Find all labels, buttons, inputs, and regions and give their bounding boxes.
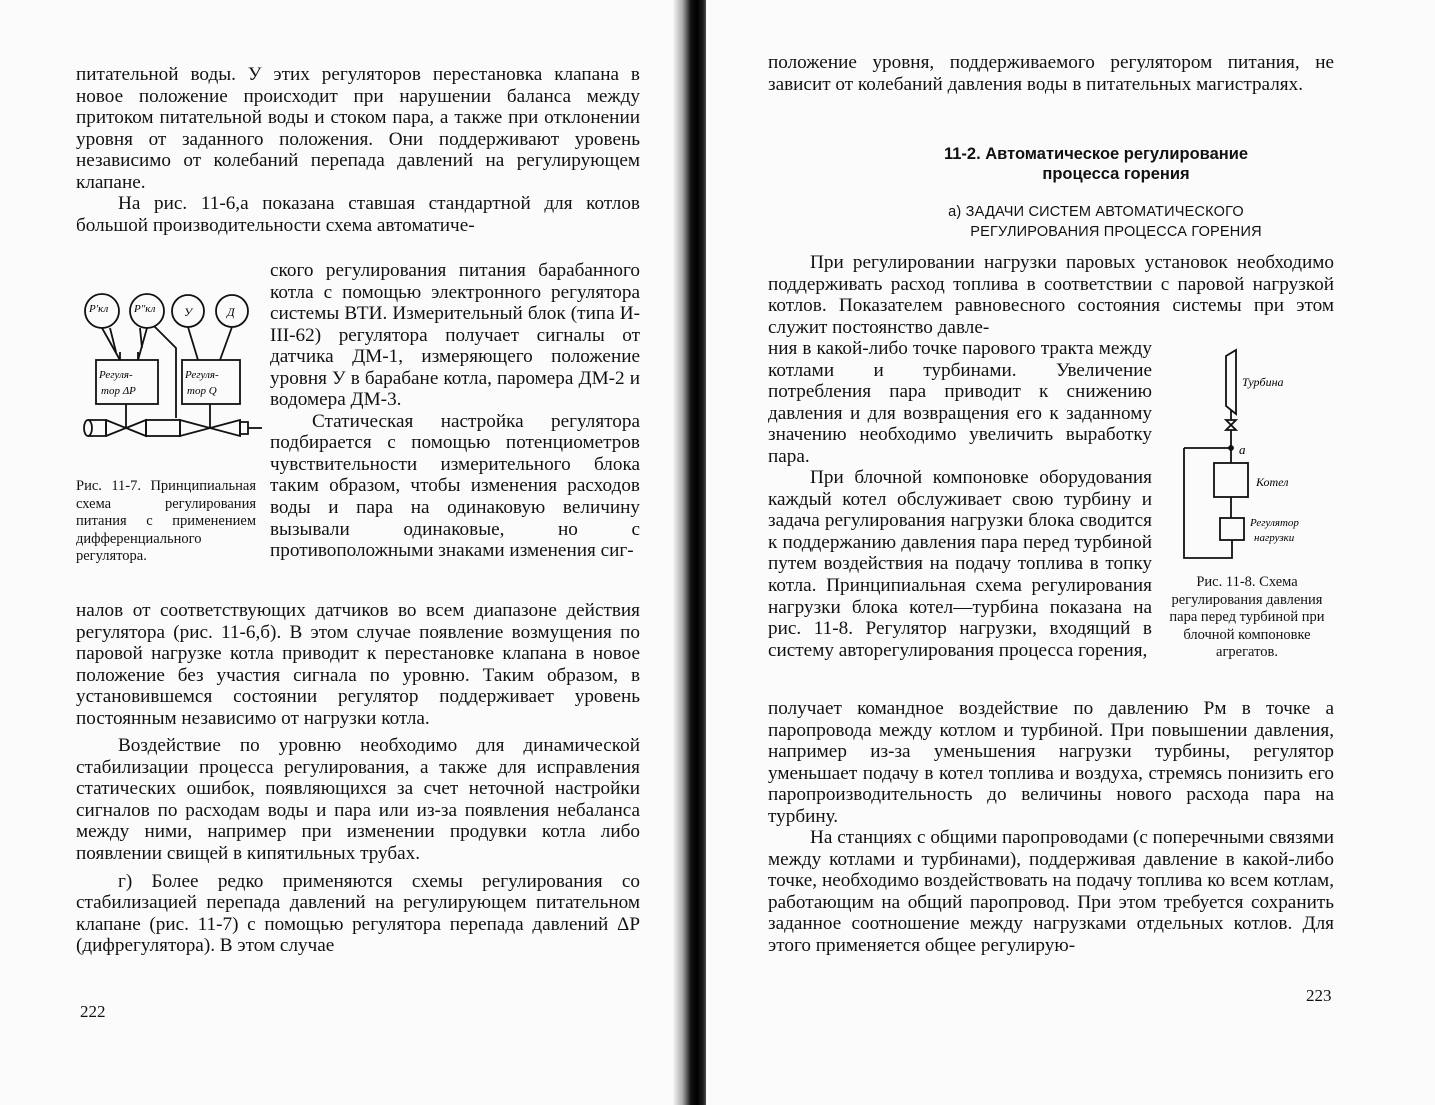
- regulator-dp-label-2: тор ΔP: [101, 385, 136, 397]
- left-text-block-2: [76, 600, 640, 957]
- turbine-label: Турбина: [1242, 375, 1284, 389]
- right-wrap-paragraph-2: При блочной компоновке оборудования каждый котел обслуживает свою турбину и задача регулирования нагрузки блока сводится к поддержанию давления пара перед турбиной путем воздействия на подачу топлива в топку котла. Принципиальная схема регулирования нагрузки блока котел—турбина показана на рис. 11-8. Регулятор нагрузки, входящий в систему авторегулирования процесса горения,: [768, 467, 1152, 661]
- regulator-dp-box: [96, 360, 158, 404]
- left-paragraph-1: питательной воды. У этих регуляторов перестановка клапана в новое положение происходит при нарушении баланса между притоком питательной воды и стоком пара, а также при отклонении уровня от заданного положения. Они поддерживают уровень независимо от колебаний перепада давлений на регулирующем клапане.: [76, 64, 640, 193]
- turbine-icon: [1226, 350, 1236, 414]
- subsection-heading: [876, 202, 1316, 242]
- left-wrap-paragraph: ского регулирования питания барабанного котла с помощью электронного регулятора системы ВТИ. Измерительный блок (типа И-III-62) регулятора получает сигналы от датчика ДМ-1, измеряющего положение уровня У в барабане котла, паромера ДМ-2 и водомера ДМ-3.: [270, 260, 640, 411]
- left-page-number: 222: [80, 1002, 106, 1021]
- load-regulator-label-1: Регулятор: [1250, 517, 1299, 529]
- regulator-q-label-2: тор Q: [187, 385, 217, 397]
- section-heading-line-1: 11-2. Автоматическое регулирование: [943, 145, 1249, 163]
- left-page: [0, 0, 690, 1105]
- load-regulator-label-2: нагрузки: [1254, 532, 1295, 544]
- gauge-p2-label: P″кл: [134, 303, 156, 315]
- regulator-dp-label-1: Регуля-: [99, 369, 133, 381]
- right-paragraph-2: получает командное воздействие по давлению Pм в точке а паропровода между котлом и турбиной. При повышении давления, например из-за уменьшения нагрузки турбины, регулятор уменьшает подачу в котел топлива и воздуха, стремясь понизить его паропроизводительность до величины нового расхода пара на турбину.: [768, 698, 1334, 827]
- left-paragraph-3: налов от соответствующих датчиков во всем диапазоне действия регулятора (рис. 11-6,б). В этом случае появление возмущения по паровой нагрузке котла приводит к перестановке клапана в новое положение без участия сигнала по уровню. Таким образом, в установившемся состоянии регулятор поддерживает уровень постоянным независимо от нагрузки котла.: [76, 600, 640, 729]
- right-wrap-text: [768, 338, 1152, 661]
- section-heading: [876, 144, 1316, 184]
- left-paragraph-4: Воздействие по уровню необходимо для динамической стабилизации процесса регулирования, а также для исправления статических ошибок, появляющихся за счет неточной настройки сигналов по расходам воды и пара или из-за появления небаланса между ними, например при изменении продувки котла либо появлении свищей в кипятильных трубах.: [76, 735, 640, 865]
- boiler-box: [1214, 463, 1248, 497]
- right-page-number: 223: [1306, 986, 1332, 1005]
- left-paragraph-2: На рис. 11-6,а показана ставшая стандартной для котлов большой производительности схема автоматиче-: [76, 193, 640, 236]
- subsection-heading-line-1: а) ЗАДАЧИ СИСТЕМ АВТОМАТИЧЕСКОГО: [948, 204, 1244, 220]
- load-regulator-box: [1220, 518, 1244, 540]
- right-paragraph-1: При регулировании нагрузки паровых установок необходимо поддерживать расход топлива в соответствии с паровой нагрузкой котлов. Показателем равновесного состояния системы при этом служит постоянство давле-: [768, 252, 1334, 338]
- regulator-q-box: [182, 360, 240, 404]
- gauge-level-label: У: [184, 305, 193, 319]
- section-heading-line-2: процесса горения: [1042, 165, 1190, 183]
- right-wrap-paragraph: ния в какой-либо точке парового тракта между котлами и турбинами. Увеличение потребления пара приводит к снижению давления и для возвращения его к заданному значению необходимо увеличить выработку пара.: [768, 338, 1152, 467]
- left-text-block-1: [76, 64, 640, 236]
- gauge-flow-label: Д: [227, 305, 235, 319]
- subsection-heading-line-2: РЕГУЛИРОВАНИЯ ПРОЦЕССА ГОРЕНИЯ: [970, 224, 1262, 240]
- right-intro: положение уровня, поддерживаемого регулятором питания, не зависит от колебаний давления воды в питательных магистралях.: [768, 52, 1334, 95]
- valve-icon: [1226, 420, 1236, 430]
- right-paragraph-3: На станциях с общими паропроводами (с поперечными связями между котлами и турбинами), поддерживая давление в какой-либо точке, необходимо воздействовать на подачу топлива ко всем котлам, работающим на общий паропровод. При этом требуется сохранить заданное соотношение между нагрузками отдельных котлов. Для этого применяется общее регулирую-: [768, 827, 1334, 957]
- left-wrap-paragraph-2: Статическая настройка регулятора подбирается с помощью потенциометров чувствительности измерительного блока таким образом, чтобы изменения расходов воды и пара на одинаковую величину вызывали одинаковые, но с противоположными знаками изменения сиг-: [270, 410, 640, 562]
- figure-11-7-diagram: [80, 286, 265, 456]
- boiler-label: Котел: [1256, 475, 1289, 489]
- figure-11-8-caption: Рис. 11-8. Схема регулирования давления пара перед турбиной при блочной компоновке агрегатов.: [1169, 574, 1325, 660]
- figure-11-8-diagram: [1176, 348, 1336, 563]
- right-page: [706, 0, 1435, 1105]
- regulator-q-label-1: Регуля-: [185, 369, 219, 381]
- gauge-p1-label: P′кл: [89, 303, 109, 315]
- point-a-label: а: [1239, 442, 1246, 457]
- left-paragraph-5: г) Более редко применяются схемы регулирования со стабилизацией перепада давлений на регулирующем питательном клапане (рис. 11-7) с помощью регулятора перепада давлений ΔP (дифрегулятора). В этом случае: [76, 870, 640, 957]
- left-wrap-text: [270, 260, 640, 562]
- right-text-block-2: [768, 698, 1334, 957]
- figure-11-7-caption: Рис. 11-7. Принципиальная схема регулирования питания с применением дифференциального регулятора.: [76, 478, 256, 564]
